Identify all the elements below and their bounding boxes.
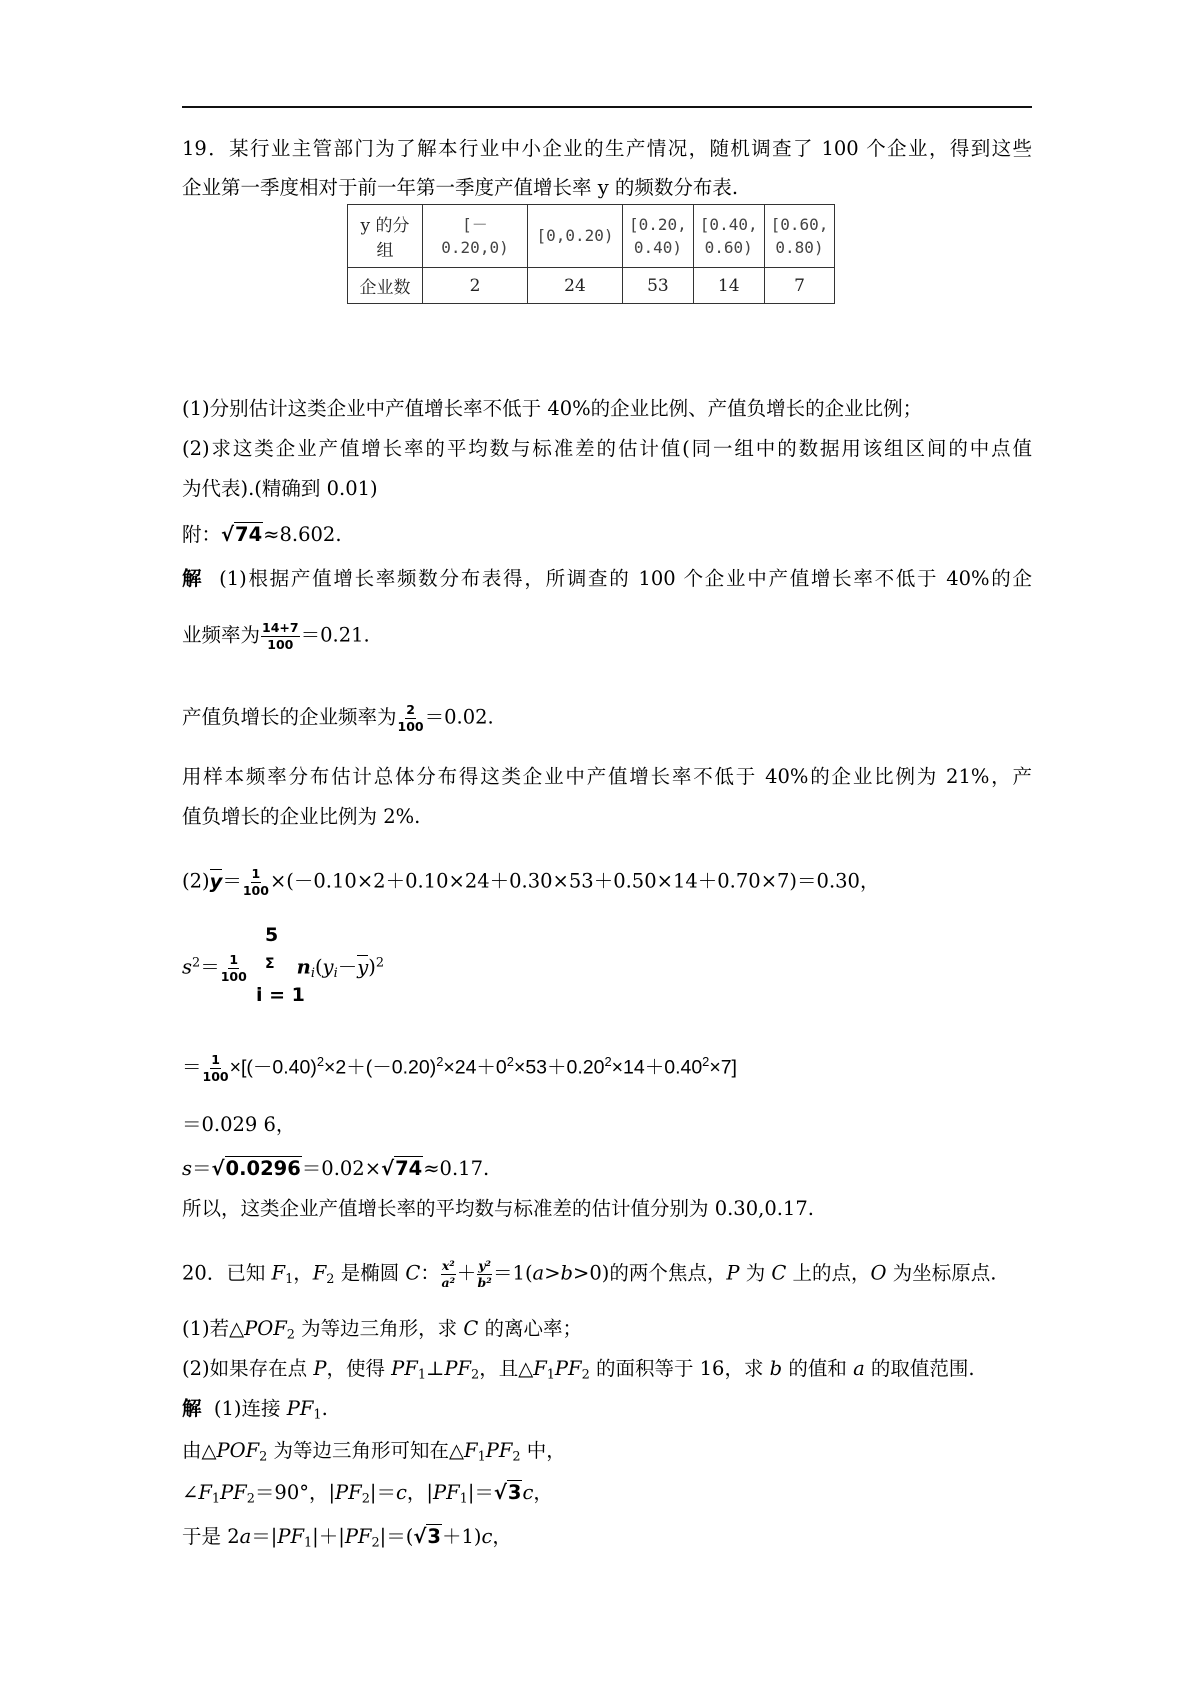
table-count-2: 24 [528,268,623,304]
table-group-2: [0,0.20) [528,205,623,268]
sol20-line4: 于是 $2a=|PF_1|+|PF_2|=(√3+1)c$， [182,1525,512,1551]
sol19-line5: 值负增长的企业比例为 2%. [182,805,421,828]
table-count-5: 7 [764,268,835,304]
fraction: $\frac{1}{100}$ [220,952,247,984]
fraction: $\frac{2}{100}$ [397,702,424,734]
table-group-5: [0.60, 0.80) [764,205,835,268]
sigma-symbol: Σ [265,956,275,972]
sol19-conclusion: 所以，这类企业产值增长率的平均数与标准差的估计值分别为 0.30,0.17. [182,1197,814,1220]
fraction: $\frac{\text{x²}}{\text{a²}}$ [441,1258,456,1290]
fraction: $\frac{\text{y²}}{\text{b²}}$ [477,1258,492,1290]
q20-part1: (1)若$\triangle POF_2$ 为等边三角形，求 C 的离心率； [182,1317,582,1343]
sol19-line2: 业频率为 $\frac{14+7}{100}$ ＝0.21. [182,620,370,652]
sol19-variance-value: ＝0.029 6， [182,1113,296,1136]
frequency-table [347,204,835,304]
header-rule [182,106,1032,108]
sol19-line1: 解 (1)根据产值增长率频数分布表得，所调查的 100 个企业中产值增长率不低于 40%的企 [182,567,1032,590]
table-count-3: 53 [623,268,694,304]
table-group-4: [0.40, 0.60) [693,205,764,268]
table-row [348,205,835,268]
sol20-line1: 解 (1)连接 $PF_1$. [182,1397,328,1423]
table-row [348,268,835,304]
table-count-4: 14 [693,268,764,304]
sol20-line3: $\angle F_1PF_2=90^\circ$，$|PF_2|=c$，$|PF_1|=√3c$， [182,1481,553,1507]
q19-line1: 19．某行业主管部门为了解本行业中小企业的生产情况，随机调查了 100 个企业，得到这些 [182,137,1032,160]
sol19-line4: 用样本频率分布估计总体分布得这类企业中产值增长率不低于 40%的企业比例为 21%，产 [182,765,1032,788]
sol19-line3: 产值负增长的企业频率为 $\frac{2}{100}$ ＝0.02. [182,702,494,734]
table-group-3: [0.20, 0.40) [623,205,694,268]
fraction: $\frac{1}{100}$ [202,1052,229,1084]
sol19-sd: s＝√0.0296＝0.02×√74≈0.17. [182,1157,490,1180]
q19-line2: 企业第一季度相对于前一年第一季度产值增长率 y 的频数分布表. [182,176,739,199]
fraction: $\frac{14+7}{100}$ [262,620,299,652]
q19-note: 附：√74≈8.602. [182,523,342,546]
q20-line1: 20．已知 $F_1$，$F_2$ 是椭圆 C： $\frac{\text{x²}}{\text{a²}}$ ＋ $\frac{\text{y²}}{\text{b²}}$ ＝1(a>b>0)的两个焦点，P 为 C 上的点，O 为坐标原点. [182,1258,997,1290]
solution-label: 解 [182,567,204,590]
solution-label: 解 [182,1397,202,1420]
sum-lower-limit: i = 1 [256,984,305,1006]
sol19-variance: $s^2=$ $\frac{1}{100}$ $n_i(y_i-y)^2$ [182,952,385,984]
table-group-1: [－0.20,0) [423,205,528,268]
q19-part2-line1: (2)求这类企业产值增长率的平均数与标准差的估计值(同一组中的数据用该组区间的中点值 [182,437,1032,460]
sum-upper-limit: 5 [265,924,279,946]
q20-part2: (2)如果存在点 P，使得 $PF_1\perp PF_2$，且$\triangle F_1PF_2$ 的面积等于 16，求 b 的值和 a 的取值范围. [182,1357,975,1383]
sol20-line2: 由$\triangle POF_2$ 为等边三角形可知在$\triangle F_1PF_2$ 中， [182,1439,566,1465]
q19-part2-line2: 为代表).(精确到 0.01) [182,477,378,500]
table-row-label: 企业数 [348,268,423,304]
table-count-1: 2 [423,268,528,304]
sol19-variance-expansion: ＝ $\frac{1}{100}$ $\times[(-0.40)^2\times 2+(-0.20)^2\times 24+0^2\times 53+0.20^2\times 14+0.40^2\times 7]$ [182,1052,737,1084]
fraction: $\frac{1}{100}$ [242,866,269,898]
sol19-mean: (2)y＝ $\frac{1}{100}$ ×(－0.10×2＋0.10×24＋0.30×53＋0.50×14＋0.70×7)＝0.30， [182,866,880,898]
table-header-label: y 的分组 [348,205,423,268]
q19-part1: (1)分别估计这类企业中产值增长率不低于 40%的企业比例、产值负增长的企业比例； [182,397,923,420]
